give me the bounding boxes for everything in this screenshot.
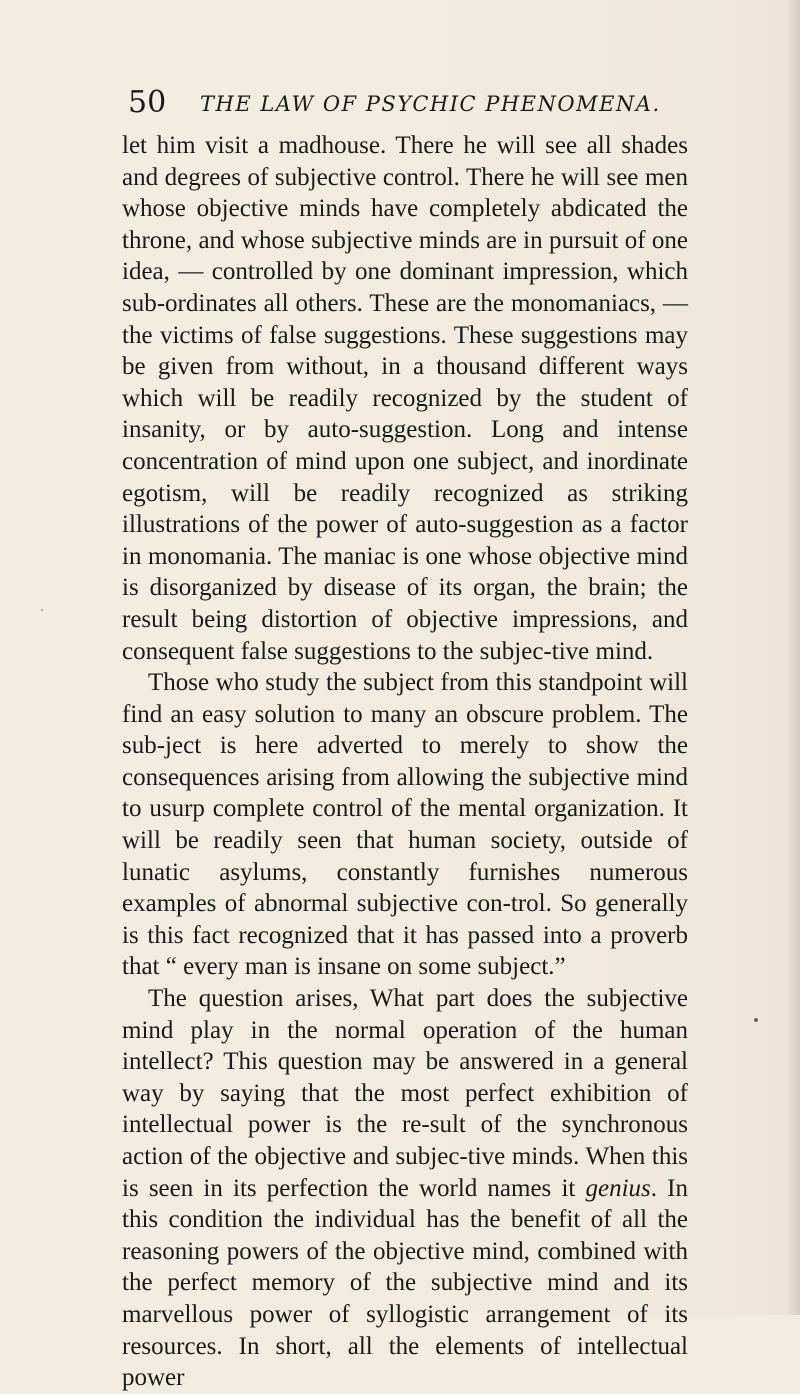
paragraph-text: . In this condition the individual has the benefit of all the reasoning powers of the objective mind, combined with the perfect memory of the subjective mind and its marvellous power of syllogistic arrangement of its resources. In short, all the elements of intellectual power [122,1174,688,1392]
paragraph [122,667,688,983]
paragraph [122,130,688,667]
paragraph-text: Those who study the subject from this standpoint will find an easy solution to many an obscure problem. The sub-ject is here adverted to merely to show the consequences arising from allowing the subjective mind to usurp complete control of the mental organization. It will be readily seen that human society, outside of lunatic asylums, constantly furnishes numerous examples of abnormal subjective con-trol. So generally is this fact recognized that it has passed into a proverb that “ every man is insane on some subject.” [122,669,688,981]
paragraph-text: The question arises, What part does the subjective mind play in the normal operation of the human intellect? This question may be answered in a general way by saying that the most perfect exhibition of intellectual power is the re-sult of the synchronous action of the objective and subjec-tive minds. When this is seen in its perfection the world names it [122,985,688,1202]
running-header [128,85,688,128]
running-title: THE LAW OF PSYCHIC PHENOMENA. [200,92,661,116]
paragraph-text: let him visit a madhouse. There he will see all shades and degrees of subjective control. There he will see men whose objective minds have completely abdicated the throne, and whose subjective minds are in pursuit of one idea, — controlled by one dominant impression, which sub-ordinates all others. These are the monomaniacs, — the victims of false suggestions. These suggestions may be given from without, in a thousand different ways which will be readily recognized by the student of insanity, or by auto-suggestion. Long and intense concentration of mind upon one subject, and inordinate egotism, will be readily recognized as striking illustrations of the power of auto-suggestion as a factor in monomania. The maniac is one whose objective mind is disorganized by disease of its organ, the brain; the result being distortion of objective impressions, and consequent false suggestions to the subjec-tive mind. [122,132,688,665]
paragraph [122,983,688,1394]
page-number: 50 [128,85,167,120]
emphasized-word: genius [585,1174,651,1202]
body-text [122,130,688,1394]
speck-mark [754,1018,758,1022]
speck-mark [41,609,43,611]
